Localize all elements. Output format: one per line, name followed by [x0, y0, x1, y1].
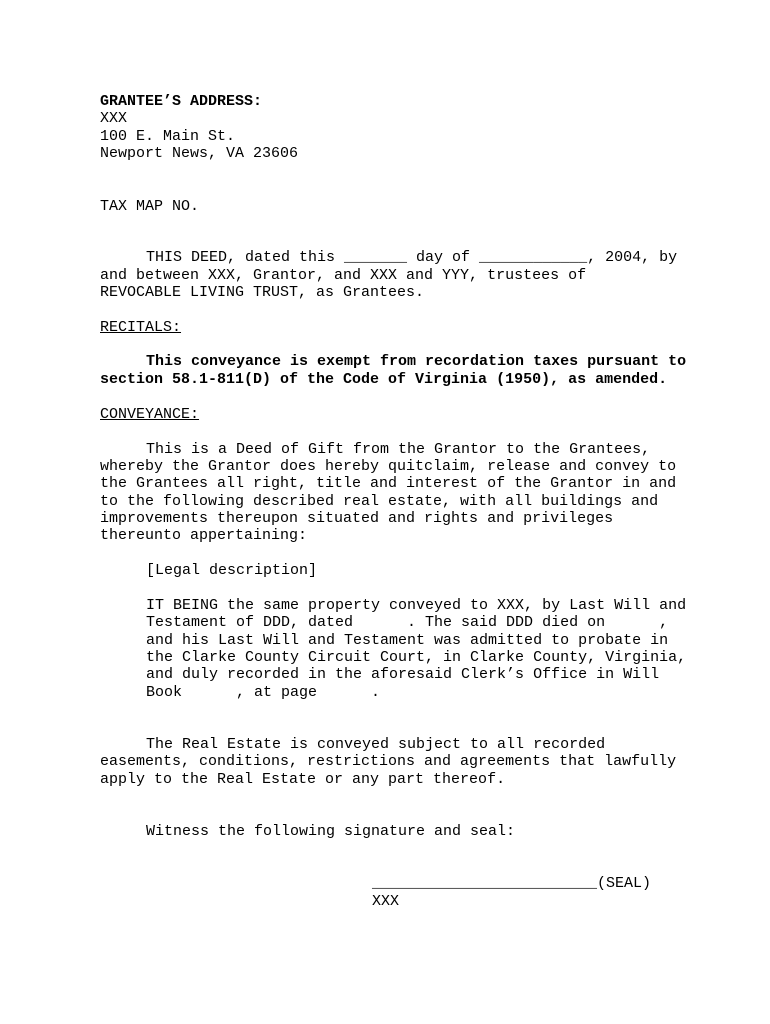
conveyance-line: to the following described real estate, with all buildings and [100, 493, 659, 510]
grantee-heading: GRANTEE’S ADDRESS: [100, 93, 263, 110]
intro-line: and between XXX, Grantor, and XXX and YYY, trustees of [100, 267, 587, 284]
conveyance-line: This is a Deed of Gift from the Grantor to the Grantees, [146, 441, 651, 458]
subject-to-line: apply to the Real Estate or any part thereof. [100, 771, 506, 788]
conveyance-line: whereby the Grantor does hereby quitclaim, release and convey to [100, 458, 677, 475]
it-being-line: and duly recorded in the aforesaid Clerk’s Office in Will [146, 666, 660, 683]
it-being-line: the Clarke County Circuit Court, in Clarke County, Virginia, [146, 649, 687, 666]
intro-line: THIS DEED, dated this _______ day of ____________, 2004, by [146, 249, 678, 266]
intro-line: REVOCABLE LIVING TRUST, as Grantees. [100, 284, 425, 301]
it-being-line: Book , at page . [146, 684, 381, 701]
conveyance-line: thereunto appertaining: [100, 527, 308, 544]
grantee-name: XXX [100, 110, 128, 127]
it-being-line: IT BEING the same property conveyed to XXX, by Last Will and [146, 597, 687, 614]
tax-map-label: TAX MAP NO. [100, 198, 200, 215]
legal-description: [Legal description] [146, 562, 318, 579]
recitals-line: This conveyance is exempt from recordation taxes pursuant to [146, 353, 687, 370]
conveyance-heading: CONVEYANCE: [100, 406, 200, 423]
grantee-street: 100 E. Main St. [100, 128, 236, 145]
witness-statement: Witness the following signature and seal: [146, 823, 516, 840]
conveyance-line: the Grantees all right, title and interest of the Grantor in and [100, 475, 677, 492]
signatory-name: XXX [372, 893, 400, 910]
signature-line: _________________________(SEAL) [372, 875, 652, 892]
recitals-line: section 58.1-811(D) of the Code of Virginia (1950), as amended. [100, 371, 668, 388]
it-being-line: and his Last Will and Testament was admitted to probate in [146, 632, 669, 649]
grantee-city: Newport News, VA 23606 [100, 145, 299, 162]
recitals-heading: RECITALS: [100, 319, 182, 336]
conveyance-line: improvements thereupon situated and rights and privileges [100, 510, 614, 527]
subject-to-line: The Real Estate is conveyed subject to all recorded [146, 736, 606, 753]
subject-to-line: easements, conditions, restrictions and agreements that lawfully [100, 753, 677, 770]
it-being-line: Testament of DDD, dated . The said DDD died on , [146, 614, 669, 631]
